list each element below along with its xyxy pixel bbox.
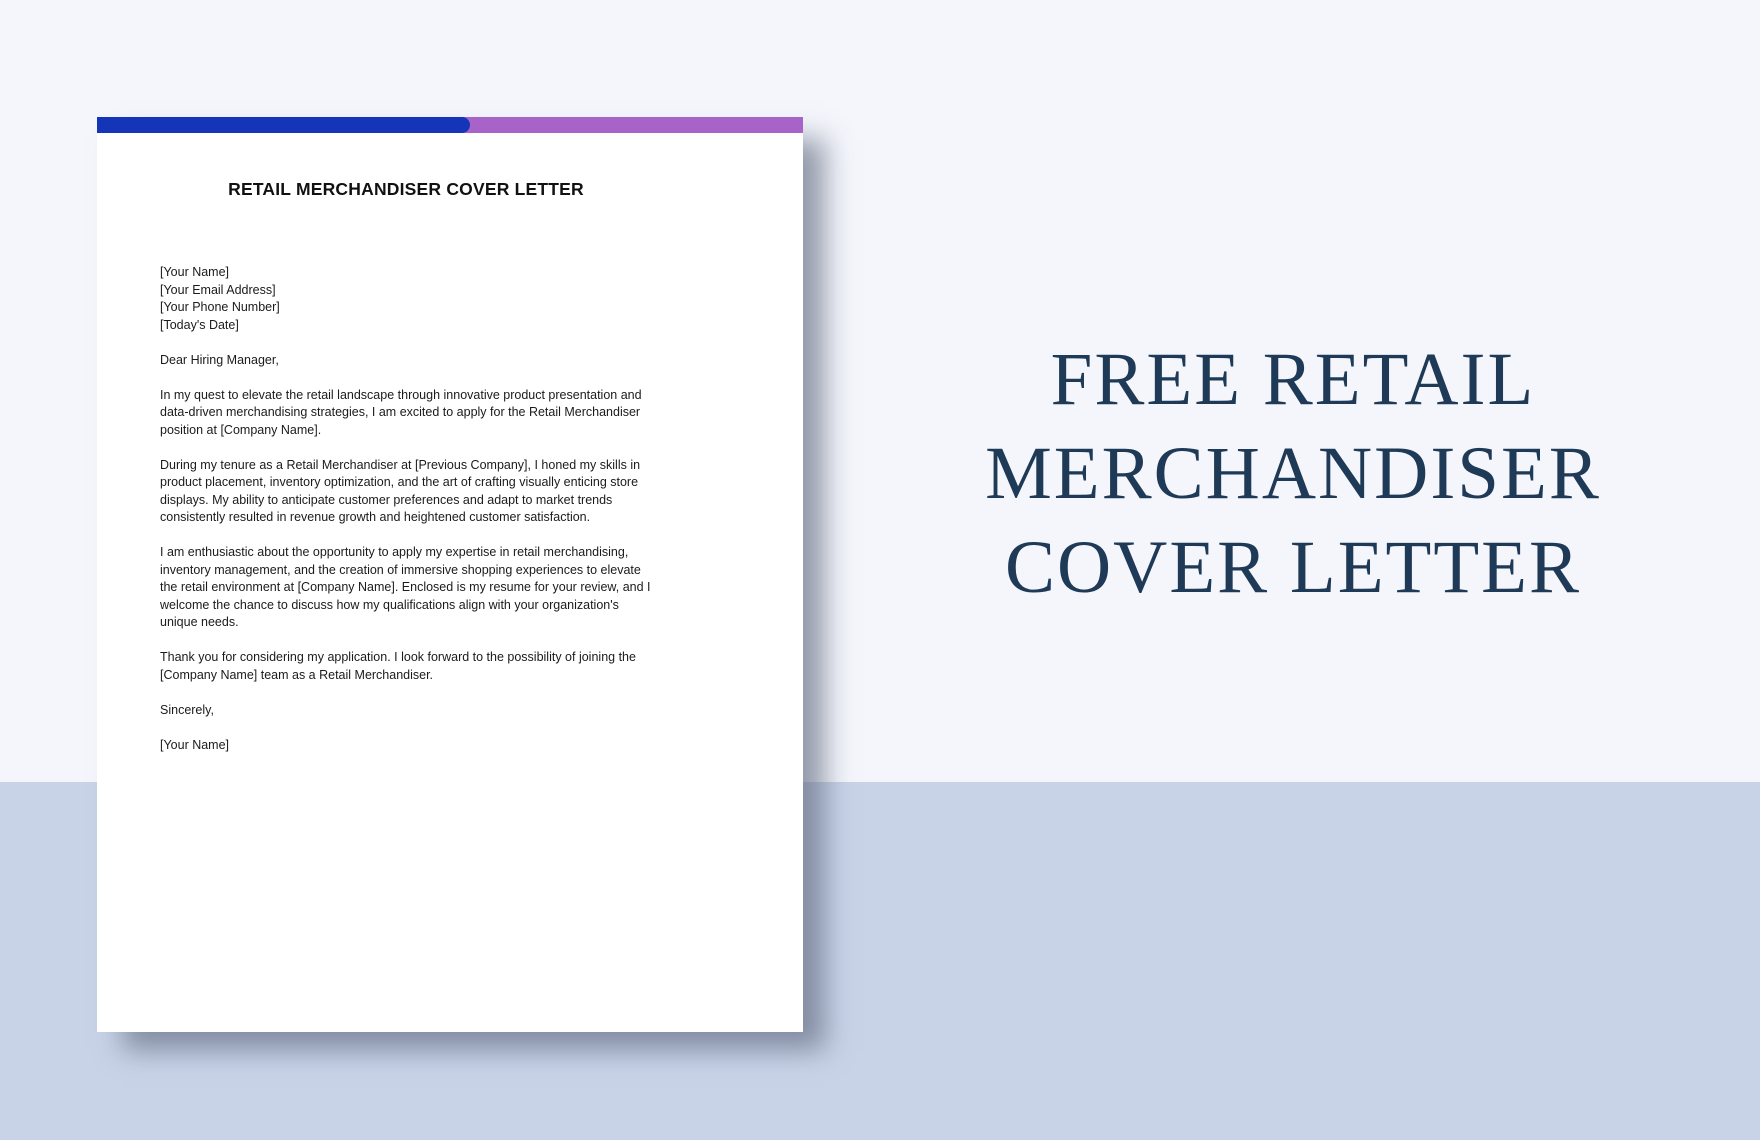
cover-letter-page <box>97 117 803 1032</box>
contact-block <box>160 264 652 334</box>
promo-title-line-3: COVER LETTER <box>1004 526 1582 609</box>
contact-line-email: [Your Email Address] <box>160 282 276 297</box>
letter-paragraph-4: Thank you for considering my application. I look forward to the possibility of joining the [Company Name] team as a Retail Merchandiser. <box>160 650 636 682</box>
letter-paragraph-3: I am enthusiastic about the opportunity to apply my expertise in retail merchandising, inventory management, and the creation of immersive shopping experiences to elevate the retail environment at [Company Name]. Enclosed is my resume for your review, and I welcome the chance to discuss how my qualifications align with your organization's unique needs. <box>160 545 651 629</box>
salutation: Dear Hiring Manager, <box>160 352 279 367</box>
letter-paragraph-2: During my tenure as a Retail Merchandiser at [Previous Company], I honed my skills in product placement, inventory optimization, and the art of crafting visually enticing store displays. My ability to anticipate customer preferences and adapt to market trends consistently resulted in revenue growth and heightened customer satisfaction. <box>160 457 641 524</box>
letter-title: RETAIL MERCHANDISER COVER LETTER <box>228 179 584 199</box>
signature: [Your Name] <box>160 737 230 752</box>
promo-title <box>826 333 1760 615</box>
contact-line-name: [Your Name] <box>160 265 230 279</box>
contact-line-date: [Today's Date] <box>160 317 239 332</box>
letter-paragraph-1: In my quest to elevate the retail landscape through innovative product presentation and data-driven merchandising strategies, I am excited to apply for the Retail Merchandiser position at [Company Name]. <box>160 387 642 437</box>
promo-title-line-2: MERCHANDISER <box>985 432 1601 515</box>
promo-title-line-1: FREE RETAIL <box>1050 338 1536 421</box>
letter-content <box>160 133 652 754</box>
closing: Sincerely, <box>160 702 214 717</box>
decorative-top-bar <box>97 117 803 133</box>
contact-line-phone: [Your Phone Number] <box>160 300 280 314</box>
top-bar-blue-segment <box>97 117 470 133</box>
